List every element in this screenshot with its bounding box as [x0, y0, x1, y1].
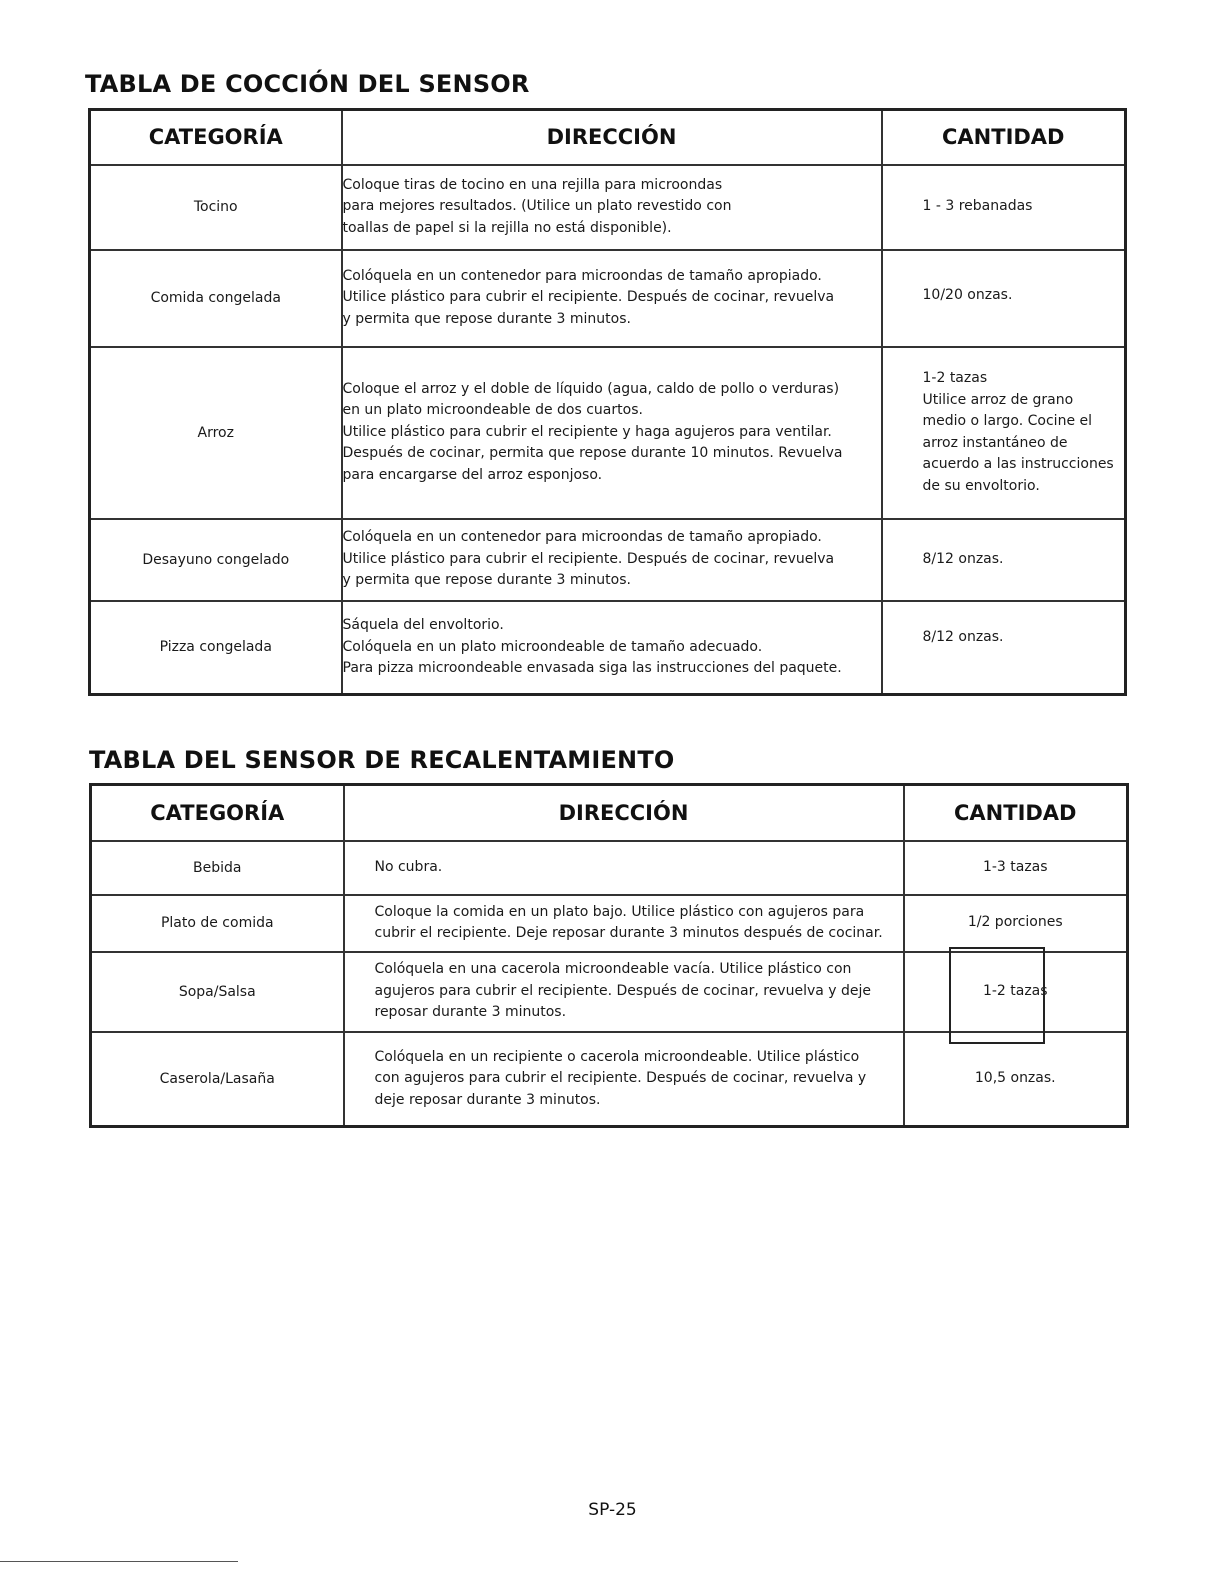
table-row: [91, 895, 1128, 952]
direction-cell: Colóquela en un contenedor para microondas de tamaño apropiado. Utilice plástico para cubrir el recipiente. Después de cocinar, revuelva y permita que repose durante 3 minutos.: [342, 250, 882, 347]
column-header-category: CATEGORÍA: [91, 785, 344, 841]
table-header-row: [90, 110, 1126, 165]
direction-cell: Coloque tiras de tocino en una rejilla para microondas para mejores resultados. (Utilice un plato revestido con toallas de papel si la rejilla no está disponible).: [342, 165, 882, 250]
quantity-cell: 1-3 tazas: [904, 841, 1128, 895]
table-row: [91, 1032, 1128, 1127]
category-cell: Comida congelada: [90, 250, 342, 347]
column-header-direction: DIRECCIÓN: [344, 785, 904, 841]
category-cell: Plato de comida: [91, 895, 344, 952]
column-header-quantity: CANTIDAD: [882, 110, 1126, 165]
table-header-row: [91, 785, 1128, 841]
table-row: [90, 519, 1126, 601]
highlight-box: [949, 947, 1045, 1044]
quantity-cell: 1-2 tazas Utilice arroz de grano medio o largo. Cocine el arroz instantáneo de acuerdo a las instrucciones de su envoltorio.: [882, 347, 1126, 519]
quantity-cell: 1/2 porciones: [904, 895, 1128, 952]
direction-cell: Colóquela en un recipiente o cacerola microondeable. Utilice plástico con agujeros para cubrir el recipiente. Después de cocinar, revuelva y deje reposar durante 3 minutos.: [344, 1032, 904, 1127]
direction-cell: Colóquela en una cacerola microondeable vacía. Utilice plástico con agujeros para cubrir el recipiente. Después de cocinar, revuelva y deje reposar durante 3 minutos.: [344, 952, 904, 1032]
category-cell: Caserola/Lasaña: [91, 1032, 344, 1127]
quantity-cell: 8/12 onzas.: [882, 601, 1126, 695]
quantity-cell: 8/12 onzas.: [882, 519, 1126, 601]
category-cell: Sopa/Salsa: [91, 952, 344, 1032]
direction-cell: Colóquela en un contenedor para microondas de tamaño apropiado. Utilice plástico para cubrir el recipiente. Después de cocinar, revuelva y permita que repose durante 3 minutos.: [342, 519, 882, 601]
direction-cell: Coloque la comida en un plato bajo. Utilice plástico con agujeros para cubrir el recipiente. Deje reposar durante 3 minutos después de cocinar.: [344, 895, 904, 952]
quantity-cell: 10/20 onzas.: [882, 250, 1126, 347]
category-cell: Pizza congelada: [90, 601, 342, 695]
table-row: [90, 165, 1126, 250]
quantity-cell: 1 - 3 rebanadas: [882, 165, 1126, 250]
column-header-quantity: CANTIDAD: [904, 785, 1128, 841]
column-header-direction: DIRECCIÓN: [342, 110, 882, 165]
category-cell: Bebida: [91, 841, 344, 895]
category-cell: Tocino: [90, 165, 342, 250]
direction-cell: No cubra.: [344, 841, 904, 895]
quantity-cell: 1-2 tazas: [904, 952, 1128, 1032]
table-row: [90, 601, 1126, 695]
direction-cell: Sáquela del envoltorio. Colóquela en un plato microondeable de tamaño adecuado. Para pizza microondeable envasada siga las instrucciones del paquete.: [342, 601, 882, 695]
direction-cell: Coloque el arroz y el doble de líquido (agua, caldo de pollo o verduras) en un plato microondeable de dos cuartos. Utilice plástico para cubrir el recipiente y haga agujeros para ventilar. Después de cocinar, permita que repose durante 10 minutos. Revuelva para encargarse del arroz esponjoso.: [342, 347, 882, 519]
table-row: [91, 841, 1128, 895]
column-header-category: CATEGORÍA: [90, 110, 342, 165]
page-number: SP-25: [588, 1500, 637, 1520]
table-row: [90, 250, 1126, 347]
table-row: [90, 347, 1126, 519]
sensor-cooking-table: [88, 108, 1127, 696]
sensor-cooking-chart-title: TABLA DE COCCIÓN DEL SENSOR: [85, 70, 530, 98]
divider: [0, 1561, 238, 1562]
category-cell: Arroz: [90, 347, 342, 519]
quantity-cell: 10,5 onzas.: [904, 1032, 1128, 1127]
category-cell: Desayuno congelado: [90, 519, 342, 601]
reheat-sensor-chart-title: TABLA DEL SENSOR DE RECALENTAMIENTO: [89, 746, 675, 774]
